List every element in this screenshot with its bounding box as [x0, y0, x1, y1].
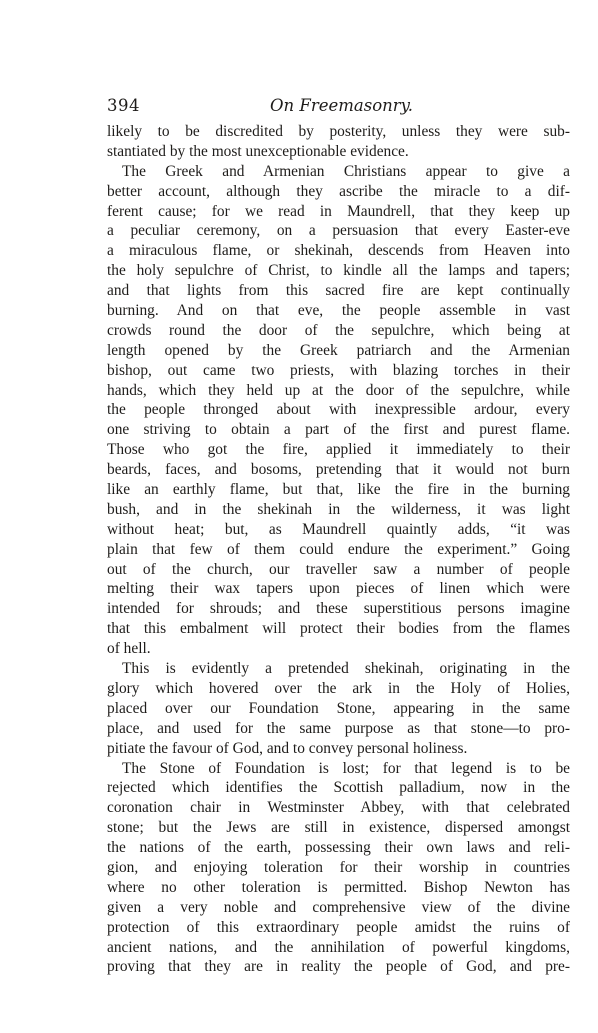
text-line: hands, which they held up at the door of the sepulchre, while	[107, 381, 570, 399]
text-line: crowds round the door of the sepulchre, which being at	[107, 321, 570, 339]
text-line: beards, faces, and bosoms, pretending that it would not burn	[107, 461, 570, 479]
text-line: where no other toleration is permitted. Bishop Newton has	[107, 878, 570, 896]
page-header	[107, 96, 570, 122]
text-line: the nations of the earth, possessing their own laws and reli-	[107, 839, 570, 857]
text-line: bush, and in the shekinah in the wilderness, it was light	[107, 500, 570, 518]
text-line: a miraculous flame, or shekinah, descends from Heaven into	[107, 242, 570, 260]
text-line: gion, and enjoying toleration for their worship in countries	[107, 858, 570, 876]
text-line: The Stone of Foundation is lost; for that legend is to be	[122, 759, 570, 777]
text-line: the people thronged about with inexpressible ardour, every	[107, 401, 570, 419]
text-line: of hell.	[107, 640, 151, 658]
text-line: burning. And on that eve, the people assemble in vast	[107, 302, 570, 320]
text-line: protection of this extraordinary people amidst the ruins of	[107, 918, 570, 936]
text-line: likely to be discredited by posterity, unless they were sub-	[107, 123, 570, 140]
text-line: stone; but the Jews are still in existence, dispersed amongst	[107, 819, 570, 837]
text-line: a peculiar ceremony, on a persuasion that every Easter-eve	[107, 222, 570, 240]
text-line: intended for shrouds; and these superstitious persons imagine	[107, 600, 570, 618]
text-line: placed over our Foundation Stone, appearing in the same	[107, 699, 570, 717]
text-line: and that lights from this sacred fire are kept continually	[107, 282, 570, 300]
text-line: like an earthly flame, but that, like the fire in the burning	[107, 481, 570, 499]
text-line: melting their wax tapers upon pieces of linen which were	[107, 580, 570, 598]
text-line: rejected which identifies the Scottish palladium, now in the	[107, 779, 570, 797]
text-line: better account, although they ascribe the miracle to a dif-	[107, 182, 570, 200]
text-line: glory which hovered over the ark in the Holy of Holies,	[107, 679, 570, 697]
text-line: plain that few of them could endure the experiment.” Going	[107, 540, 570, 558]
text-line: Those who got the fire, applied it immediately to their	[107, 441, 570, 459]
book-page	[107, 96, 570, 977]
text-line: length opened by the Greek patriarch and the Armenian	[107, 341, 570, 359]
text-line: coronation chair in Westminster Abbey, with that celebrated	[107, 799, 570, 817]
text-line: place, and used for the same purpose as that stone—to pro-	[107, 719, 570, 737]
text-line: without heat; but, as Maundrell quaintly adds, “it was	[107, 520, 570, 538]
text-line: The Greek and Armenian Christians appear to give a	[122, 162, 570, 180]
page-number: 394	[107, 96, 140, 115]
running-head: On Freemasonry.	[270, 96, 414, 115]
text-line: bishop, out came two priests, with blazing torches in their	[107, 361, 570, 379]
text-line: the holy sepulchre of Christ, to kindle all the lamps and tapers;	[107, 262, 570, 280]
text-line: stantiated by the most unexceptionable evidence.	[107, 142, 409, 160]
text-line: out of the church, our traveller saw a number of people	[107, 560, 570, 578]
text-line: one striving to obtain a part of the first and purest flame.	[107, 421, 570, 439]
text-line: pitiate the favour of God, and to convey personal holiness.	[107, 739, 468, 757]
body-text	[107, 122, 570, 977]
text-line: ancient nations, and the annihilation of powerful kingdoms,	[107, 938, 570, 956]
text-line: ferent cause; for we read in Maundrell, that they keep up	[107, 202, 570, 220]
text-line: This is evidently a pretended shekinah, originating in the	[122, 660, 570, 678]
text-line: proving that they are in reality the people of God, and pre-	[107, 958, 570, 976]
text-line: given a very noble and comprehensive view of the divine	[107, 898, 570, 916]
text-line: that this embalment will protect their bodies from the flames	[107, 620, 570, 638]
